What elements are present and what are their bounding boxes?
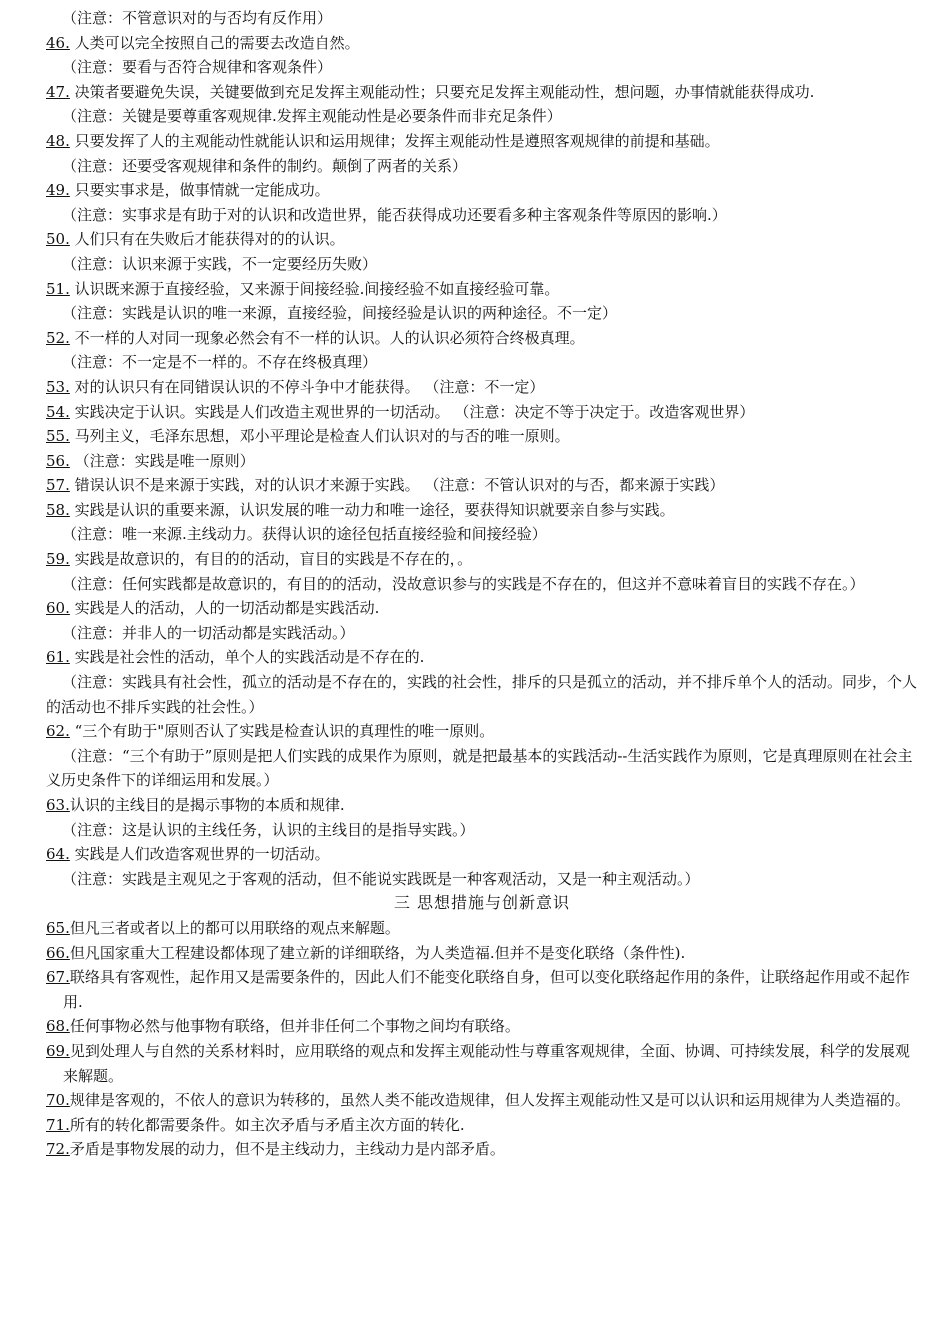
item-number: 59. <box>46 550 70 569</box>
item-text: 规律是客观的，不依人的意识为转移的，虽然人类不能改造规律，但人发挥主观能动性又是可以认识和运用规律为人类造福的。 <box>69 1091 910 1110</box>
line-text: （注意：并非人的一切活动都是实践活动。） <box>62 623 355 642</box>
item-text: 但凡国家重大工程建设都体现了建立新的详细联络，为人类造福.但并不是变化联络（条件性). <box>69 943 686 962</box>
numbered-item <box>46 178 918 203</box>
item-number: 72. <box>46 1140 70 1159</box>
line-text: （注意：认识来源于实践，不一定要经历失败） <box>62 254 378 273</box>
numbered-item <box>46 793 918 818</box>
item-number: 54. <box>46 402 70 421</box>
line-text: （注意：不管意识对的与否均有反作用） <box>62 9 333 27</box>
item-number: 67. <box>46 968 70 987</box>
item-number: 70. <box>46 1091 70 1110</box>
line-text: （注意：不一定是不一样的。不存在终极真理） <box>62 353 378 372</box>
note-line <box>46 350 918 375</box>
numbered-item <box>46 941 918 966</box>
item-number: 49. <box>46 181 70 200</box>
numbered-item <box>46 1113 918 1138</box>
item-text: 只要实事求是，做事情就一定能成功。 <box>69 181 330 200</box>
item-text: 人类可以完全按照自己的需要去改造自然。 <box>69 33 360 52</box>
item-number: 62. <box>46 722 70 741</box>
numbered-item <box>46 719 918 744</box>
item-text: 见到处理人与自然的关系材料时，应用联络的观点和发挥主观能动性与尊重客观规律，全面、协调、可持续发展，科学的发展观来解题。 <box>63 1041 910 1085</box>
item-text: 只要发挥了人的主观能动性就能认识和运用规律；发挥主观能动性是遵照客观规律的前提和基础。 <box>69 131 720 150</box>
numbered-item <box>46 227 918 252</box>
item-number: 63. <box>46 796 70 814</box>
item-number: 69. <box>46 1041 70 1060</box>
numbered-item <box>46 424 918 449</box>
item-text: 任何事物必然与他事物有联络，但并非任何二个事物之间均有联络。 <box>69 1017 520 1036</box>
note-line <box>46 203 918 228</box>
item-number: 66. <box>46 943 70 962</box>
item-number: 71. <box>46 1115 70 1134</box>
item-text: 认识的主线目的是揭示事物的本质和规律. <box>69 796 345 814</box>
line-text: （注意：实践是认识的唯一来源，直接经验，间接经验是认识的两种途径。不一定） <box>62 304 618 323</box>
numbered-item <box>46 31 918 56</box>
numbered-item <box>46 916 918 941</box>
numbered-item <box>46 965 918 1014</box>
note-line <box>46 252 918 277</box>
note-line <box>46 867 918 892</box>
numbered-item <box>46 645 918 670</box>
item-text: 决策者要避免失误，关键要做到充足发挥主观能动性；只要充足发挥主观能动性，想问题，办事情就能获得成功. <box>69 82 815 101</box>
item-number: 60. <box>46 599 70 618</box>
note-line <box>46 55 918 80</box>
item-text: 错误认识不是来源于实践，对的认识才来源于实践。 （注意：不管认识对的与否，都来源于实践） <box>69 476 725 495</box>
item-text: 不一样的人对同一现象必然会有不一样的认识。人的认识必须符合终极真理。 <box>69 328 585 347</box>
item-number: 46. <box>46 33 70 52</box>
line-text: 三 思想措施与创新意识 <box>393 893 571 913</box>
item-text: 对的认识只有在同错误认识的不停斗争中才能获得。 （注意：不一定） <box>69 377 545 396</box>
item-number: 51. <box>46 279 70 298</box>
numbered-item <box>46 1088 918 1113</box>
numbered-item <box>46 449 918 474</box>
item-text: 矛盾是事物发展的动力，但不是主线动力，主线动力是内部矛盾。 <box>69 1140 505 1159</box>
note-line <box>46 818 918 843</box>
item-text: （注意：实践是唯一原则） <box>69 451 255 470</box>
note-line <box>46 301 918 326</box>
item-text: 人们只有在失败后才能获得对的的认识。 <box>69 230 345 249</box>
numbered-item <box>46 326 918 351</box>
item-number: 65. <box>46 918 70 937</box>
line-text: （注意：实践是主观见之于客观的活动，但不能说实践既是一种客观活动，又是一种主观活动。） <box>62 869 700 888</box>
note-line <box>46 670 918 719</box>
item-number: 53. <box>46 377 70 396</box>
numbered-item <box>46 80 918 105</box>
numbered-item <box>46 400 918 425</box>
line-text: （注意：任何实践都是故意识的，有目的的活动，没故意识参与的实践是不存在的，但这并不意味着盲目的实践不存在。） <box>62 574 865 593</box>
line-text: （注意：实践具有社会性，孤立的活动是不存在的，实践的社会性，排斥的只是孤立的活动，并不排斥单个人的活动。同步，个人的活动也不排斥实践的社会性。） <box>46 673 918 716</box>
line-text: （注意：实事求是有助于对的认识和改造世界，能否获得成功还要看多种主客观条件等原因的影响.） <box>62 205 727 224</box>
line-text: （注意：这是认识的主线任务，认识的主线目的是指导实践。） <box>62 820 475 839</box>
item-text: 实践是认识的重要来源，认识发展的唯一动力和唯一途径，要获得知识就要亲自参与实践。 <box>69 500 675 519</box>
numbered-item <box>46 277 918 302</box>
item-number: 50. <box>46 230 70 249</box>
item-text: 实践是人们改造客观世界的一切活动。 <box>69 845 330 864</box>
numbered-item <box>46 547 918 572</box>
line-text: （注意：关键是要尊重客观规律.发挥主观能动性是必要条件而非充足条件） <box>62 107 562 126</box>
item-text: 所有的转化都需要条件。如主次矛盾与矛盾主次方面的转化. <box>69 1115 465 1134</box>
line-text: （注意：还要受客观规律和条件的制约。颠倒了两者的关系） <box>62 156 468 175</box>
line-text: （注意：要看与否符合规律和客观条件） <box>62 58 333 77</box>
item-text: 实践决定于认识。实践是人们改造主观世界的一切活动。 （注意：决定不等于决定于。改造客观世界） <box>69 402 755 421</box>
item-text: “三个有助于"原则否认了实践是检查认识的真理性的唯一原则。 <box>69 722 495 741</box>
item-number: 58. <box>46 500 70 519</box>
note-line <box>46 6 918 31</box>
item-number: 64. <box>46 845 70 864</box>
numbered-item <box>46 1137 918 1162</box>
item-text: 认识既来源于直接经验，又来源于间接经验.间接经验不如直接经验可靠。 <box>69 279 560 298</box>
numbered-item <box>46 842 918 867</box>
item-number: 52. <box>46 328 70 347</box>
numbered-item <box>46 473 918 498</box>
note-line <box>46 522 918 547</box>
item-number: 56. <box>46 451 70 470</box>
note-line <box>46 572 918 597</box>
numbered-item <box>46 1039 918 1088</box>
note-line <box>46 744 918 793</box>
item-text: 联络具有客观性，起作用又是需要条件的，因此人们不能变化联络自身，但可以变化联络起作用的条件，让联络起作用或不起作用. <box>63 968 910 1011</box>
note-line <box>46 621 918 646</box>
item-text: 实践是人的活动，人的一切活动都是实践活动. <box>69 599 380 618</box>
item-text: 但凡三者或者以上的都可以用联络的观点来解题。 <box>69 918 400 937</box>
item-text: 马列主义，毛泽东思想，邓小平理论是检查人们认识对的与否的唯一原则。 <box>69 427 570 446</box>
numbered-item <box>46 498 918 523</box>
numbered-item <box>46 129 918 154</box>
line-text: （注意：唯一来源.主线动力。获得认识的途径包括直接经验和间接经验） <box>62 525 547 544</box>
item-text: 实践是故意识的，有目的的活动，盲目的实践是不存在的，。 <box>69 550 473 569</box>
note-line <box>46 104 918 129</box>
item-number: 61. <box>46 648 70 667</box>
section-heading <box>46 891 918 916</box>
item-number: 47. <box>46 82 70 101</box>
numbered-item <box>46 375 918 400</box>
item-number: 55. <box>46 427 70 446</box>
item-number: 57. <box>46 476 70 495</box>
item-number: 48. <box>46 131 70 150</box>
line-text: （注意：“三个有助于”原则是把人们实践的成果作为原则，就是把最基本的实践活动--生活实践作为原则，它是真理原则在社会主义历史条件下的详细运用和发展。） <box>46 746 913 790</box>
numbered-item <box>46 1014 918 1039</box>
item-number: 68. <box>46 1017 70 1036</box>
numbered-item <box>46 596 918 621</box>
note-line <box>46 154 918 179</box>
item-text: 实践是社会性的活动，单个人的实践活动是不存在的. <box>69 648 425 667</box>
